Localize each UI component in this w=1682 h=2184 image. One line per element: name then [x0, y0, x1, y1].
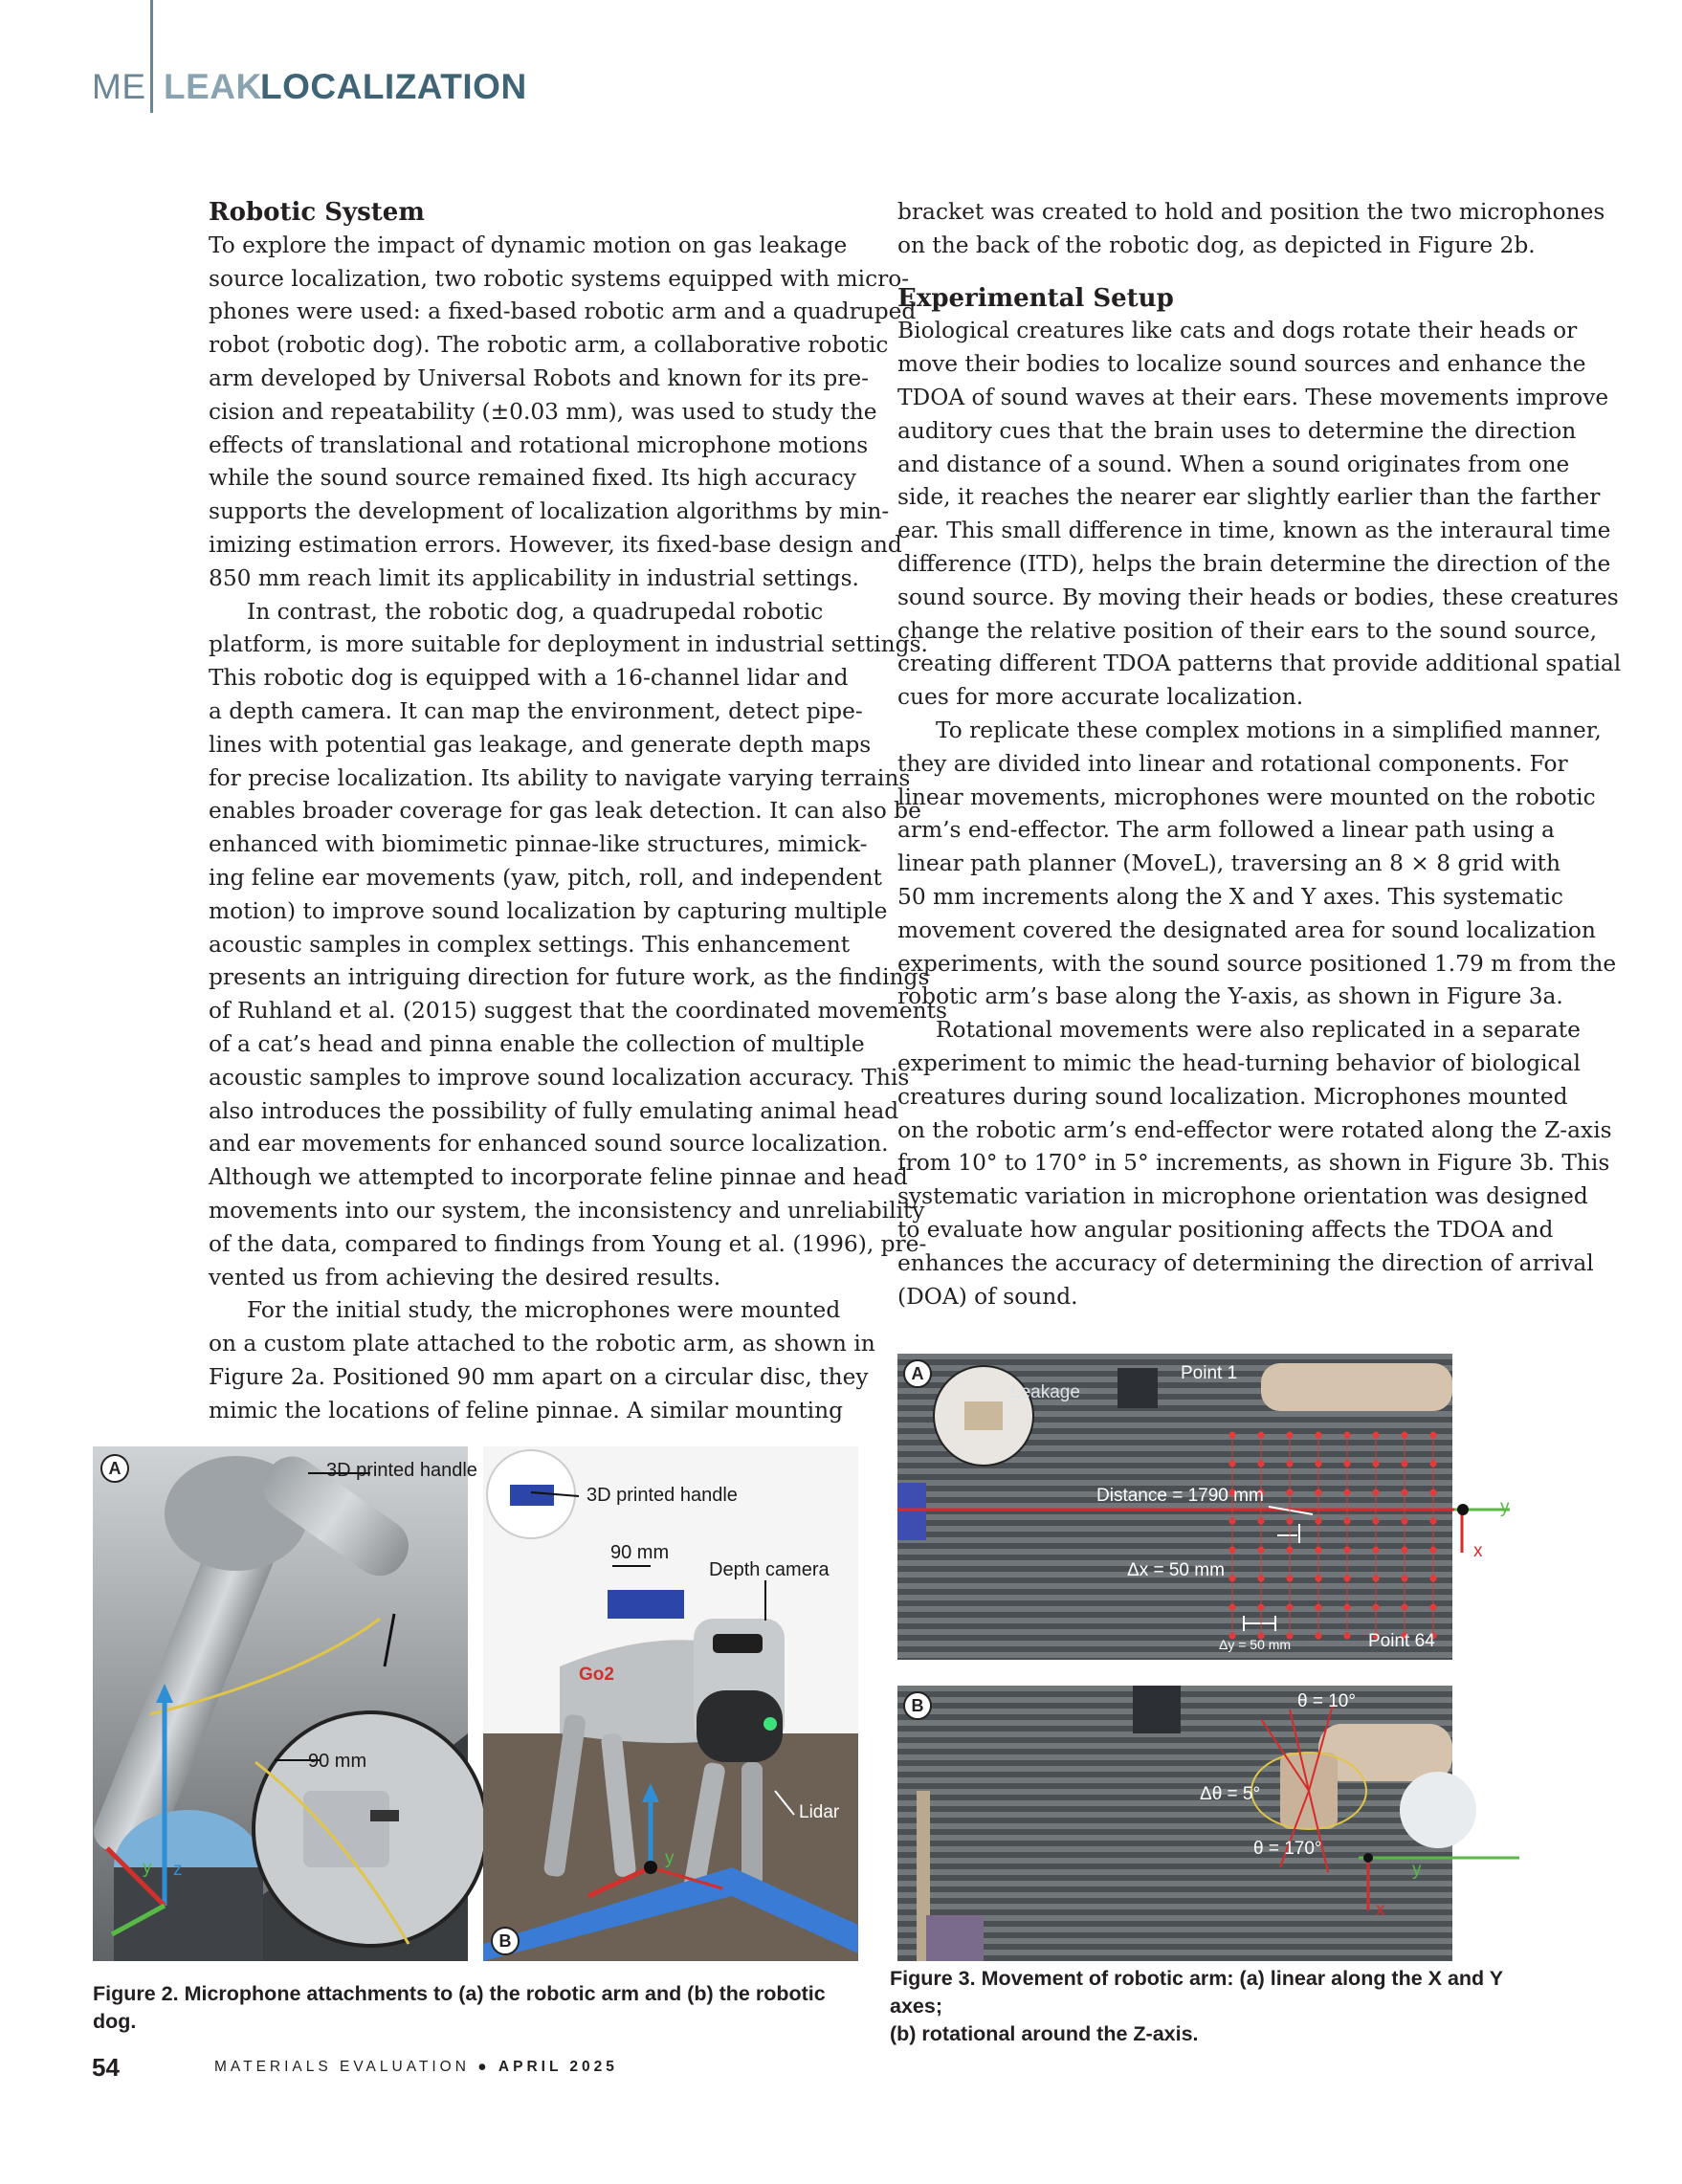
point1-label: Point 1	[1181, 1363, 1238, 1383]
text-line: Figure 2a. Positioned 90 mm apart on a circular disc, they	[209, 1363, 869, 1390]
dtheta-label: Δθ = 5°	[1200, 1784, 1261, 1804]
text-line: 850 mm reach limit its applicability in industrial settings.	[209, 564, 859, 591]
axis-y-label: y	[143, 1858, 152, 1878]
text-line: supports the development of localization algorithms by min-	[209, 498, 890, 525]
text-line: also introduces the possibility of fully emulating animal head	[209, 1097, 899, 1124]
grid-axis-x-label: x	[1473, 1541, 1483, 1561]
text-line: bracket was created to hold and position the two microphones	[897, 199, 1605, 225]
text-line: acoustic samples in complex settings. This enhancement	[209, 931, 851, 958]
figure-3a-photo	[897, 1354, 1510, 1660]
text-line: imizing estimation errors. However, its fixed-base design and	[209, 531, 902, 558]
right-column	[897, 196, 1622, 1313]
text-line: Rotational movements were also replicated in a separate	[936, 1017, 1581, 1044]
handle-label: 3D printed handle	[326, 1460, 477, 1481]
robotic-dog-illustration	[483, 1446, 858, 1961]
heading-experimental-setup: Experimental Setup	[897, 283, 1174, 313]
text-line: movement covered the designated area for sound localization	[897, 916, 1596, 943]
text-line: mimic the locations of feline pinnae. A similar mounting	[209, 1397, 844, 1423]
figure-2-caption: Figure 2. Microphone attachments to (a) the robotic arm and (b) the robotic dog.	[93, 1982, 826, 2033]
text-line: enhanced with biomimetic pinnae-like structures, mimick-	[209, 831, 868, 858]
text-line: experiment to mimic the head-turning behavior of biological	[897, 1049, 1581, 1076]
heading-robotic-system: Robotic System	[209, 198, 425, 227]
text-line: and ear movements for enhanced sound source localization.	[209, 1131, 889, 1158]
text-line: from 10° to 170° in 5° increments, as shown in Figure 3b. This	[897, 1150, 1610, 1177]
text-line: sound source. By moving their heads or bodies, these creatures	[897, 584, 1619, 610]
text-line: and distance of a sound. When a sound originates from one	[897, 451, 1570, 477]
theta10-label: θ = 10°	[1297, 1691, 1356, 1711]
point64-label: Point 64	[1368, 1631, 1435, 1651]
text-line: robot (robotic dog). The robotic arm, a collaborative robotic	[209, 332, 889, 359]
robotic-arm-illustration	[93, 1446, 468, 1961]
text-line: of Ruhland et al. (2015) suggest that the coordinated movements	[209, 998, 947, 1025]
text-line: experiments, with the sound source positioned 1.79 m from the	[897, 950, 1617, 977]
text-line: phones were used: a fixed-based robotic arm and a quadruped	[209, 298, 917, 325]
text-line: movements into our system, the inconsistency and unreliability	[209, 1197, 925, 1224]
text-line: on the back of the robotic dog, as depicted in Figure 2b.	[897, 232, 1536, 258]
issue-date: APRIL 2025	[498, 2059, 618, 2075]
leakage-label: Leakage	[1010, 1382, 1080, 1402]
text-line: robotic arm’s base along the Y-axis, as shown in Figure 3a.	[897, 983, 1563, 1010]
text-line: 50 mm increments along the X and Y axes. This systematic	[897, 883, 1563, 910]
text-line: arm developed by Universal Robots and known for its pre-	[209, 364, 870, 391]
text-line: This robotic dog is equipped with a 16-channel lidar and	[209, 665, 849, 692]
rot-axis-y-label: y	[1412, 1860, 1422, 1880]
theta170-label: θ = 170°	[1253, 1839, 1322, 1859]
header-rule	[150, 0, 153, 113]
right-paragraph-3	[897, 1014, 1612, 1313]
text-line: motion) to improve sound localization by capturing multiple	[209, 897, 888, 924]
text-line: lines with potential gas leakage, and generate depth maps	[209, 731, 872, 758]
dog-spacing-label: 90 mm	[610, 1542, 670, 1563]
text-line: For the initial study, the microphones were mounted	[247, 1297, 841, 1324]
text-line: source localization, two robotic systems equipped with micro-	[209, 265, 910, 292]
text-line: ear. This small difference in time, known as the interaural time	[897, 518, 1611, 544]
lidar-label: Lidar	[799, 1802, 840, 1822]
right-paragraph-1	[897, 315, 1622, 715]
text-line: they are divided into linear and rotational components. For	[897, 750, 1568, 777]
axis-z-label: z	[173, 1860, 183, 1880]
figure-3a-badge: A	[903, 1359, 932, 1388]
figure-3-caption	[890, 1965, 1560, 2048]
text-line: Biological creatures like cats and dogs rotate their heads or	[897, 318, 1578, 344]
robot-mark-label: Go2	[579, 1665, 614, 1685]
grid-axis-y-label: y	[1500, 1497, 1510, 1517]
text-line: TDOA of sound waves at their ears. These movements improve	[897, 384, 1609, 410]
text-line: creatures during sound localization. Microphones mounted	[897, 1083, 1568, 1110]
footer-separator: ●	[477, 2059, 491, 2075]
figure-2a-photo	[93, 1446, 477, 1961]
text-line: difference (ITD), helps the brain determine the direction of the	[897, 550, 1611, 577]
text-line: creating different TDOA patterns that provide additional spatial	[897, 651, 1622, 677]
text-line: on the robotic arm’s end-effector were rotated along the Z-axis	[897, 1116, 1612, 1143]
spacing-label: 90 mm	[308, 1751, 367, 1772]
rotational-illustration	[897, 1686, 1452, 1961]
figure-2a-badge: A	[100, 1454, 129, 1483]
text-line: To explore the impact of dynamic motion on gas leakage	[209, 232, 848, 258]
right-paragraph-2	[897, 715, 1617, 1014]
text-line: of the data, compared to findings from Young et al. (1996), pre-	[209, 1230, 927, 1257]
rot-axis-x-label: x	[1376, 1900, 1385, 1920]
text-line: to evaluate how angular positioning affects the TDOA and	[897, 1216, 1554, 1243]
text-line: cision and repeatability (±0.03 mm), was used to study the	[209, 398, 877, 425]
figure-3-caption-line1: Figure 3. Movement of robotic arm: (a) linear along the X and Y axes;	[890, 1967, 1503, 2018]
distance-label: Distance = 1790 mm	[1096, 1486, 1264, 1506]
magazine-name: MATERIALS EVALUATION	[214, 2059, 470, 2075]
text-line: systematic variation in microphone orientation was designed	[897, 1183, 1588, 1210]
left-column	[209, 196, 947, 1427]
text-line: linear movements, microphones were mounted on the robotic	[897, 783, 1596, 810]
text-line: In contrast, the robotic dog, a quadrupedal robotic	[247, 598, 824, 625]
text-line: acoustic samples to improve sound localization accuracy. This	[209, 1064, 910, 1091]
text-line: vented us from achieving the desired results.	[209, 1264, 721, 1291]
text-line: (DOA) of sound.	[897, 1283, 1078, 1310]
page-number: 54	[92, 2053, 120, 2082]
dx-label: Δx = 50 mm	[1127, 1560, 1225, 1580]
dy-label: Δy = 50 mm	[1219, 1637, 1292, 1652]
text-line: effects of translational and rotational microphone motions	[209, 431, 869, 458]
section-label: ME	[92, 67, 146, 106]
text-line: while the sound source remained fixed. Its high accuracy	[209, 465, 856, 492]
text-line: cues for more accurate localization.	[897, 684, 1304, 711]
text-line: enables broader coverage for gas leak detection. It can also be	[209, 798, 921, 825]
text-line: of a cat’s head and pinna enable the collection of multiple	[209, 1030, 865, 1057]
depth-camera-label: Depth camera	[709, 1559, 830, 1580]
text-line: move their bodies to localize sound sources and enhance the	[897, 351, 1586, 378]
text-line: enhances the accuracy of determining the direction of arrival	[897, 1249, 1594, 1276]
right-paragraph-0	[897, 196, 1605, 263]
text-line: presents an intriguing direction for future work, as the findings	[209, 964, 930, 991]
left-paragraph-2	[209, 596, 947, 1295]
text-line: To replicate these complex motions in a simplified manner,	[936, 717, 1602, 743]
text-line: for precise localization. Its ability to navigate varying terrains	[209, 764, 911, 791]
header-title-part1: LEAK	[164, 67, 262, 106]
figure-2b-badge: B	[491, 1927, 520, 1955]
magazine-footer	[214, 2059, 618, 2076]
figure-2b-photo	[483, 1446, 858, 1961]
left-paragraph-1	[209, 230, 917, 596]
text-line: platform, is more suitable for deployment in industrial settings.	[209, 631, 928, 658]
text-line: change the relative position of their ears to the sound source,	[897, 617, 1598, 644]
dog-axis-y-label: y	[665, 1848, 675, 1868]
text-line: linear path planner (MoveL), traversing an 8 × 8 grid with	[897, 850, 1561, 877]
text-line: auditory cues that the brain uses to determine the direction	[897, 417, 1577, 444]
text-line: side, it reaches the nearer ear slightly earlier than the farther	[897, 484, 1601, 511]
left-paragraph-3	[209, 1294, 875, 1427]
text-line: ing feline ear movements (yaw, pitch, roll, and independent	[209, 864, 882, 891]
text-line: on a custom plate attached to the robotic arm, as shown in	[209, 1331, 875, 1357]
linear-grid-illustration	[897, 1354, 1452, 1660]
figure-3-caption-line2: (b) rotational around the Z-axis.	[890, 2022, 1199, 2045]
figure-3b-badge: B	[903, 1691, 932, 1720]
text-line: arm’s end-effector. The arm followed a linear path using a	[897, 817, 1555, 844]
text-line: Although we attempted to incorporate feline pinnae and head	[209, 1164, 908, 1191]
text-line: a depth camera. It can map the environment, detect pipe-	[209, 697, 863, 724]
figure-3b-photo	[897, 1686, 1452, 1961]
header-title-part2: LOCALIZATION	[260, 67, 527, 106]
dog-handle-label: 3D printed handle	[586, 1485, 738, 1506]
